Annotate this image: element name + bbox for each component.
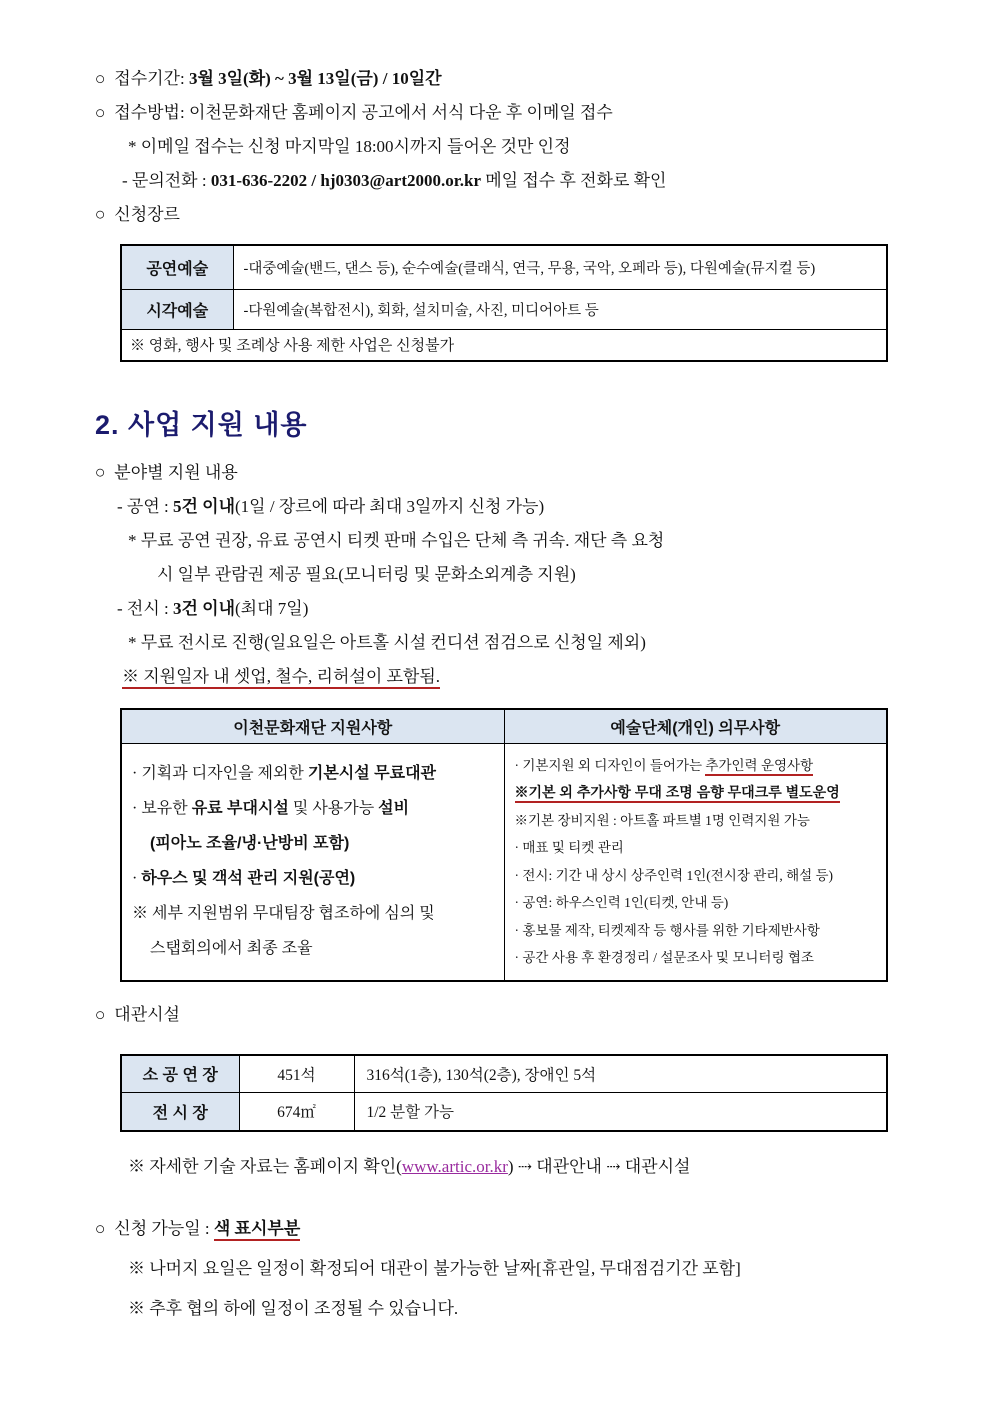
genre-row-content: -다원예술(복합전시), 회화, 설치미술, 사진, 미디어아트 등	[233, 289, 887, 329]
support-item-bold: 설비	[378, 799, 410, 817]
application-period-value: 3월 3일(화) ~ 3월 13일(금) / 10일간	[188, 69, 442, 88]
contact-line	[95, 164, 952, 198]
application-period-label: 접수기간:	[114, 69, 189, 88]
technical-info-note	[95, 1150, 952, 1184]
table-row	[121, 743, 887, 981]
obligation-item: · 매표 및 티켓 관리	[514, 840, 624, 855]
obligation-item-bold-underlined: ※기본 외 추가사항 무대 조명 음향 무대크루 별도운영	[515, 784, 840, 803]
table-row	[121, 245, 887, 289]
genre-row-label: 시각예술	[121, 289, 233, 329]
table-row	[121, 1055, 887, 1093]
available-dates-line	[95, 1212, 952, 1246]
exhibition-limit-pre: - 전시 :	[117, 599, 173, 618]
obligation-item: · 전시: 기간 내 상시 상주인력 1인(전시장 관리, 해설 등)	[514, 867, 834, 883]
performance-note-line2: 시 일부 관람권 제공 필요(모니터링 및 문화소외계층 지원)	[157, 565, 576, 584]
support-item-bold: 유료 부대시설	[191, 799, 289, 817]
performance-limit-pre: - 공연 :	[117, 497, 173, 516]
field-support-label: 분야별 지원 내용	[114, 463, 238, 482]
support-items-cell	[121, 743, 504, 981]
exhibition-limit-line	[95, 592, 952, 626]
support-item: ※ 세부 지원범위 무대팀장 협조하에 심의 및	[132, 904, 435, 922]
genre-heading-label: 신청장르	[114, 205, 180, 224]
support-item	[132, 756, 496, 791]
circle-bullet-icon: ○	[94, 1004, 106, 1024]
contact-label: - 문의전화 :	[122, 171, 211, 190]
schedule-adjust-note: ※ 추후 협의 하에 일정이 조정될 수 있습니다.	[128, 1298, 459, 1318]
genre-row-content: -대중예술(밴드, 댄스 등), 순수예술(클래식, 연극, 무용, 국악, 오페라 등), 다원예술(뮤지컬 등)	[233, 245, 887, 289]
performance-note-line1: * 무료 공연 권장, 유료 공연시 티켓 판매 수입은 단체 측 귀속. 재단 측 요청	[128, 531, 665, 550]
facility-name: 전 시 장	[121, 1093, 239, 1131]
obligation-column-header: 예술단체(개인) 의무사항	[504, 709, 887, 743]
available-dates-label: 신청 가능일 :	[114, 1218, 214, 1238]
support-item-bold: 하우스 및 객석 관리 지원(공연)	[141, 869, 356, 887]
exhibition-note-line: * 무료 전시로 진행(일요일은 아트홀 시설 컨디션 점검으로 신청일 제외)	[128, 633, 646, 652]
application-method-label: 접수방법:	[114, 103, 189, 122]
support-column-header: 이천문화재단 지원사항	[121, 709, 504, 743]
genre-table-footnote: ※ 영화, 행사 및 조례상 사용 제한 사업은 신청불가	[121, 329, 887, 361]
circle-bullet-icon: ○	[94, 68, 106, 89]
facility-description: 316석(1층), 130석(2층), 장애인 5석	[354, 1055, 887, 1093]
obligation-item	[515, 752, 881, 780]
circle-bullet-icon: ○	[94, 102, 106, 123]
email-deadline-note: * 이메일 접수는 신청 마지막일 18:00시까지 들어온 것만 인정	[128, 137, 571, 156]
exhibition-limit-bold: 3건 이내	[172, 599, 236, 618]
obligation-item: ※기본 장비지원 : 아트홀 파트별 1명 인력지원 가능	[514, 812, 810, 828]
facility-heading-label: 대관시설	[114, 1004, 180, 1024]
table-header-row	[121, 709, 887, 743]
support-item	[132, 861, 496, 896]
facility-table	[120, 1054, 888, 1132]
support-obligation-table	[120, 708, 888, 982]
obligation-item: · 공연: 하우스인력 1인(티켓, 안내 등)	[514, 895, 729, 910]
obligation-item-underlined: 추가인력 운영사항	[705, 758, 813, 776]
performance-limit-post: (1일 / 장르에 따라 최대 3일까지 신청 가능)	[235, 497, 545, 516]
obligation-item: · 공간 사용 후 환경정리 / 설문조사 및 모니터링 협조	[514, 950, 814, 965]
circle-bullet-icon: ○	[94, 1218, 106, 1238]
technical-info-pre: ※ 자세한 기술 자료는 홈페이지 확인(	[128, 1156, 402, 1176]
facility-name: 소 공 연 장	[121, 1055, 239, 1093]
support-item: 스탭회의에서 최종 조율	[150, 939, 313, 957]
website-link[interactable]: www.artic.or.kr	[401, 1156, 508, 1176]
table-row	[121, 1093, 887, 1131]
facility-description: 1/2 분할 가능	[354, 1093, 887, 1131]
application-method-line	[95, 96, 952, 130]
genre-table	[120, 244, 888, 362]
application-period-line	[95, 62, 952, 96]
support-item-text: 및 사용가능	[288, 799, 379, 817]
table-row	[121, 289, 887, 329]
exhibition-limit-post: (최대 7일)	[235, 599, 309, 618]
included-days-underlined-text: ※ 지원일자 내 셋업, 철수, 리허설이 포함됨.	[122, 667, 440, 689]
support-item-bold: (피아노 조율/냉·난방비 포함)	[150, 834, 350, 852]
circle-bullet-icon: ○	[94, 204, 106, 225]
table-row	[121, 329, 887, 361]
circle-bullet-icon: ○	[94, 462, 106, 483]
unavailable-dates-note: ※ 나머지 요일은 일정이 확정되어 대관이 불가능한 날짜[휴관일, 무대점검기간 포함]	[128, 1258, 741, 1278]
facility-capacity: 674㎡	[239, 1093, 354, 1131]
support-item	[132, 791, 496, 826]
support-item-text: ·	[132, 869, 142, 887]
section-title: 2. 사업 지원 내용	[95, 410, 308, 440]
obligation-item-text: · 기본지원 외 디자인이 들어가는	[514, 757, 706, 773]
contact-tail: 메일 접수 후 전화로 확인	[481, 171, 667, 190]
genre-row-label: 공연예술	[121, 245, 233, 289]
field-support-line	[95, 456, 952, 490]
performance-limit-line	[95, 490, 952, 524]
facility-heading-line	[95, 998, 952, 1032]
support-item	[132, 826, 496, 861]
genre-heading-line	[95, 198, 952, 232]
support-item-bold: 기본시설 무료대관	[307, 764, 436, 782]
obligation-items-cell	[504, 743, 887, 981]
available-dates-highlight: 색 표시부분	[214, 1219, 300, 1241]
support-item-text: · 보유한	[132, 799, 192, 817]
technical-info-post: ) ⇢ 대관안내 ⇢ 대관시설	[507, 1156, 691, 1176]
contact-phone-email: 031-636-2202 / hj0303@art2000.or.kr	[210, 171, 481, 190]
support-item-text: · 기획과 디자인을 제외한	[132, 764, 308, 782]
application-method-value: 이천문화재단 홈페이지 공고에서 서식 다운 후 이메일 접수	[188, 103, 613, 122]
obligation-item	[515, 779, 881, 807]
facility-capacity: 451석	[239, 1055, 354, 1093]
included-days-note	[95, 660, 952, 694]
performance-limit-bold: 5건 이내	[172, 497, 236, 516]
obligation-item: · 홍보물 제작, 티켓제작 등 행사를 위한 기타제반사항	[514, 922, 820, 938]
